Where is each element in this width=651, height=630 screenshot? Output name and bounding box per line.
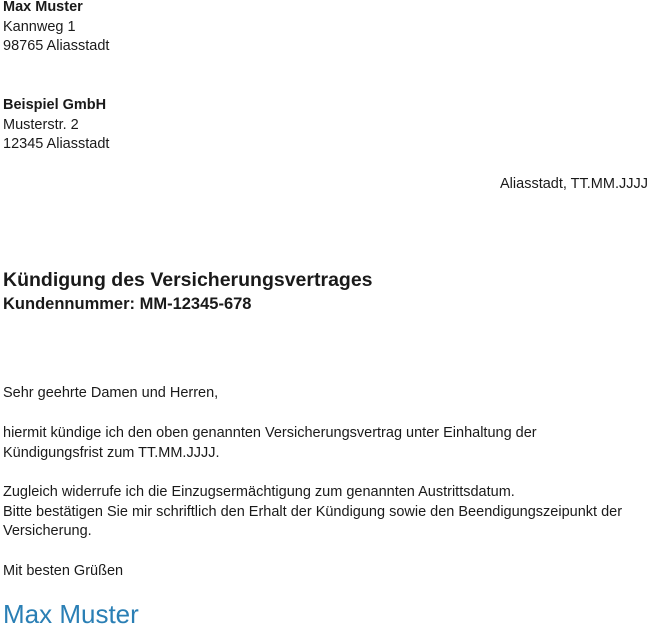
paragraph-termination: [3, 424, 623, 463]
paragraph-line: Bitte bestätigen Sie mir schriftlich den Erhalt der Kündigung sowie den Beendigungszeipunkt der: [3, 503, 623, 520]
sender-city: 98765 Aliasstadt: [3, 38, 110, 54]
salutation: Sehr geehrte Damen und Herren,: [3, 385, 219, 401]
sender-address: [3, 0, 109, 57]
signature: Max Muster: [3, 599, 139, 629]
recipient-street: Musterstr. 2: [3, 116, 79, 133]
paragraph-revocation: [3, 483, 643, 542]
recipient-city: 12345 Aliasstadt: [3, 136, 110, 152]
sender-name: Max Muster: [3, 0, 83, 15]
closing: Mit besten Grüßen: [3, 563, 124, 579]
customer-number: Kundennummer: MM-12345-678: [3, 295, 252, 313]
subject-block: [3, 267, 373, 315]
sender-street: Kannweg 1: [3, 18, 76, 35]
paragraph-line: Zugleich widerrufe ich die Einzugsermächtigung zum genannten Austrittsdatum.: [3, 484, 515, 500]
paragraph-line: Kündigungsfrist zum TT.MM.JJJJ.: [3, 444, 220, 461]
recipient-company: Beispiel GmbH: [3, 97, 107, 113]
paragraph-line: Versicherung.: [3, 523, 92, 539]
recipient-address: [3, 96, 109, 155]
subject-title: Kündigung des Versicherungsvertrages: [3, 269, 373, 291]
date-line: Aliasstadt, TT.MM.JJJJ: [500, 176, 648, 192]
paragraph-line: hiermit kündige ich den oben genannten Versicherungsvertrag unter Einhaltung der: [3, 425, 537, 441]
